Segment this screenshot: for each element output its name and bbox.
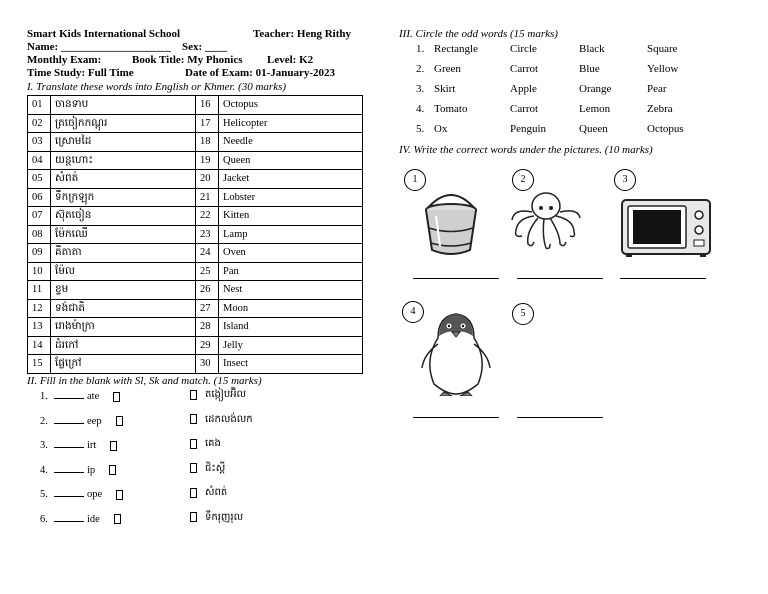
level-label: Level: K2	[267, 54, 314, 66]
word-suffix: eep	[87, 415, 102, 427]
word-cell[interactable]: ស្រោមដៃ	[51, 133, 196, 152]
picture-number-4: 4	[402, 301, 424, 323]
row-number: 27	[196, 299, 219, 318]
list-item	[40, 437, 117, 451]
row-number: 19	[196, 151, 219, 170]
microwave-icon	[620, 198, 712, 258]
row-number: 29	[196, 336, 219, 355]
match-box-right[interactable]	[190, 512, 197, 522]
word-cell[interactable]: Lamp	[219, 225, 363, 244]
word-cell[interactable]: Jelly	[219, 336, 363, 355]
table-row	[28, 281, 363, 300]
word-cell[interactable]: Oven	[219, 244, 363, 263]
school-name: Smart Kids International School	[27, 28, 181, 40]
blank-field[interactable]	[54, 437, 84, 448]
khmer-word: ដេកលង់លក	[205, 413, 253, 425]
list-item	[40, 388, 120, 402]
name-field[interactable]: Name: ____________________	[27, 41, 171, 53]
blank-field[interactable]	[54, 462, 84, 473]
item-number: 5.	[416, 123, 425, 135]
row-number: 30	[196, 355, 219, 374]
word-cell[interactable]: Needle	[219, 133, 363, 152]
match-box-left[interactable]	[114, 514, 121, 524]
answer-line-3[interactable]	[620, 278, 706, 279]
picture-number-1: 1	[404, 169, 426, 191]
row-number: 13	[28, 318, 51, 337]
blank-field[interactable]	[54, 388, 84, 399]
word-cell[interactable]: Kitten	[219, 207, 363, 226]
book-title: Book Title: My Phonics	[132, 54, 243, 66]
row-number: 20	[196, 170, 219, 189]
match-box-right[interactable]	[190, 390, 197, 400]
section1-title: I. Translate these words into English or Khmer. (30 marks)	[27, 81, 287, 93]
item-number: 6.	[40, 513, 48, 525]
odd-word-option[interactable]: Black	[579, 43, 605, 55]
penguin-icon	[418, 310, 494, 396]
row-number: 14	[28, 336, 51, 355]
answer-line-1[interactable]	[413, 278, 499, 279]
exam-label: Monthly Exam:	[27, 54, 102, 66]
row-number: 04	[28, 151, 51, 170]
item-number: 2.	[40, 415, 48, 427]
answer-line-5[interactable]	[517, 417, 603, 418]
khmer-word: ជិះស្គី	[205, 462, 226, 474]
picture-number-5: 5	[512, 303, 534, 325]
odd-word-option[interactable]: Orange	[579, 83, 612, 95]
item-number: 5.	[40, 489, 48, 500]
match-target	[190, 437, 221, 451]
row-number: 24	[196, 244, 219, 263]
row-number: 03	[28, 133, 51, 152]
time-study: Time Study: Full Time	[27, 67, 134, 79]
teacher-name: Teacher: Heng Rithy	[253, 28, 351, 40]
khmer-word: តង្កៀបអ៊ិល	[205, 389, 247, 400]
word-cell[interactable]: Helicopter	[219, 114, 363, 133]
section4-title: IV. Write the correct words under the pictures. (10 marks)	[399, 144, 653, 156]
word-cell[interactable]: ដំរកៅ	[51, 336, 196, 355]
item-number: 1.	[40, 391, 48, 402]
word-cell[interactable]: ខ្ទម	[51, 281, 196, 300]
word-suffix: ip	[87, 464, 96, 476]
word-cell[interactable]: Lobster	[219, 188, 363, 207]
answer-line-2[interactable]	[517, 278, 603, 279]
answer-line-4[interactable]	[413, 417, 499, 418]
word-cell[interactable]: Moon	[219, 299, 363, 318]
odd-word-option[interactable]: Rectangle	[434, 43, 478, 55]
odd-word-option[interactable]: Skirt	[434, 83, 456, 95]
odd-word-option[interactable]: Penguin	[510, 123, 547, 135]
word-cell[interactable]: ស៊ុតចៀន	[51, 207, 196, 226]
match-target	[190, 462, 225, 476]
word-cell[interactable]: Island	[219, 318, 363, 337]
table-row	[28, 96, 363, 115]
row-number: 26	[196, 281, 219, 300]
blank-field[interactable]	[54, 413, 84, 424]
match-target	[190, 486, 227, 500]
row-number: 12	[28, 299, 51, 318]
row-number: 28	[196, 318, 219, 337]
row-number: 18	[196, 133, 219, 152]
word-suffix: ate	[87, 391, 100, 402]
match-box-left[interactable]	[113, 392, 120, 402]
row-number: 08	[28, 225, 51, 244]
blank-field[interactable]	[54, 511, 84, 522]
table-row	[28, 318, 363, 337]
bucket-icon	[420, 188, 482, 258]
table-row	[28, 336, 363, 355]
word-cell[interactable]: គីតាតា	[51, 244, 196, 263]
word-suffix: ide	[87, 513, 100, 525]
odd-word-option[interactable]: Pear	[647, 83, 667, 95]
khmer-word: សំពត់	[205, 487, 228, 498]
row-number: 07	[28, 207, 51, 226]
odd-word-option[interactable]: Green	[434, 63, 461, 75]
word-cell[interactable]: Jacket	[219, 170, 363, 189]
item-number: 2.	[416, 63, 425, 75]
match-box-left[interactable]	[116, 490, 123, 500]
odd-word-option[interactable]: Queen	[579, 123, 608, 135]
odd-word-option[interactable]: Carrot	[510, 103, 539, 115]
word-cell[interactable]: ទង់ជាតិ	[51, 299, 196, 318]
word-cell[interactable]: ម៉ែកឈើ	[51, 225, 196, 244]
table-row	[28, 133, 363, 152]
word-cell[interactable]: ផ្លែក្រៅ	[51, 355, 196, 374]
odd-word-option[interactable]: Tomato	[434, 103, 468, 115]
sex-field[interactable]: Sex: ____	[182, 41, 227, 53]
odd-word-option[interactable]: Carrot	[510, 63, 539, 75]
table-row	[28, 355, 363, 374]
table-row	[28, 262, 363, 281]
odd-word-option[interactable]: Blue	[579, 63, 600, 75]
odd-word-option[interactable]: Apple	[510, 83, 537, 95]
khmer-word: ទឹករុញរុល	[205, 511, 244, 523]
word-cell[interactable]: យន្តហោះ	[51, 151, 196, 170]
odd-word-option[interactable]: Zebra	[647, 103, 673, 115]
row-number: 09	[28, 244, 51, 263]
item-number: 4.	[416, 103, 425, 115]
row-number: 15	[28, 355, 51, 374]
word-cell[interactable]: Insect	[219, 355, 363, 374]
khmer-word: គេង	[205, 438, 221, 449]
date-of-exam: Date of Exam: 01-January-2023	[185, 67, 336, 79]
word-cell[interactable]: រោងម៉ាក្រា	[51, 318, 196, 337]
odd-word-option[interactable]: Circle	[510, 43, 537, 55]
list-item	[40, 511, 121, 525]
word-cell[interactable]: សំពត់	[51, 170, 196, 189]
word-cell[interactable]: ត្រចៀកកណ្ដុរ	[51, 114, 196, 133]
picture-number-3: 3	[614, 169, 636, 191]
list-item	[40, 486, 123, 500]
odd-word-option[interactable]: Lemon	[579, 103, 611, 115]
row-number: 01	[28, 96, 51, 115]
picture-number-2: 2	[512, 169, 534, 191]
match-box-right[interactable]	[190, 488, 197, 498]
match-target	[190, 413, 253, 427]
match-target	[190, 388, 246, 402]
row-number: 21	[196, 188, 219, 207]
item-number: 4.	[40, 464, 48, 476]
word-suffix: irt	[87, 440, 97, 451]
row-number: 11	[28, 281, 51, 300]
match-box-right[interactable]	[190, 463, 197, 473]
row-number: 10	[28, 262, 51, 281]
match-target	[190, 511, 243, 525]
translation-table	[27, 95, 363, 374]
match-box-right[interactable]	[190, 414, 197, 424]
word-cell[interactable]: Octopus	[219, 96, 363, 115]
list-item	[40, 462, 116, 476]
row-number: 17	[196, 114, 219, 133]
word-cell[interactable]: ម៉ែល	[51, 262, 196, 281]
row-number: 22	[196, 207, 219, 226]
word-cell[interactable]: Queen	[219, 151, 363, 170]
word-cell[interactable]: ទឹកក្រឡុក	[51, 188, 196, 207]
match-box-left[interactable]	[109, 465, 116, 475]
list-item	[40, 413, 123, 427]
odd-word-option[interactable]: Yellow	[647, 63, 679, 75]
odd-word-option[interactable]: Ox	[434, 123, 448, 135]
row-number: 16	[196, 96, 219, 115]
match-box-right[interactable]	[190, 439, 197, 449]
row-number: 06	[28, 188, 51, 207]
blank-field[interactable]	[54, 486, 84, 497]
word-cell[interactable]: ចានទាប	[51, 96, 196, 115]
row-number: 02	[28, 114, 51, 133]
octopus-icon	[508, 188, 582, 252]
table-row	[28, 170, 363, 189]
odd-word-option[interactable]: Octopus	[647, 123, 684, 135]
table-row	[28, 151, 363, 170]
item-number: 1.	[416, 43, 425, 55]
match-box-left[interactable]	[116, 416, 123, 426]
word-cell[interactable]: Nest	[219, 281, 363, 300]
odd-word-option[interactable]: Square	[647, 43, 678, 55]
item-number: 3.	[40, 440, 48, 451]
table-row	[28, 299, 363, 318]
table-row	[28, 207, 363, 226]
match-box-left[interactable]	[110, 441, 117, 451]
table-row	[28, 188, 363, 207]
row-number: 05	[28, 170, 51, 189]
item-number: 3.	[416, 83, 425, 95]
table-row	[28, 225, 363, 244]
word-suffix: ope	[87, 489, 103, 500]
row-number: 23	[196, 225, 219, 244]
table-row	[28, 114, 363, 133]
section3-title: III. Circle the odd words (15 marks)	[399, 28, 558, 40]
table-row	[28, 244, 363, 263]
row-number: 25	[196, 262, 219, 281]
section2-title: II. Fill in the blank with Sl, Sk and match. (15 marks)	[27, 375, 262, 387]
word-cell[interactable]: Pan	[219, 262, 363, 281]
